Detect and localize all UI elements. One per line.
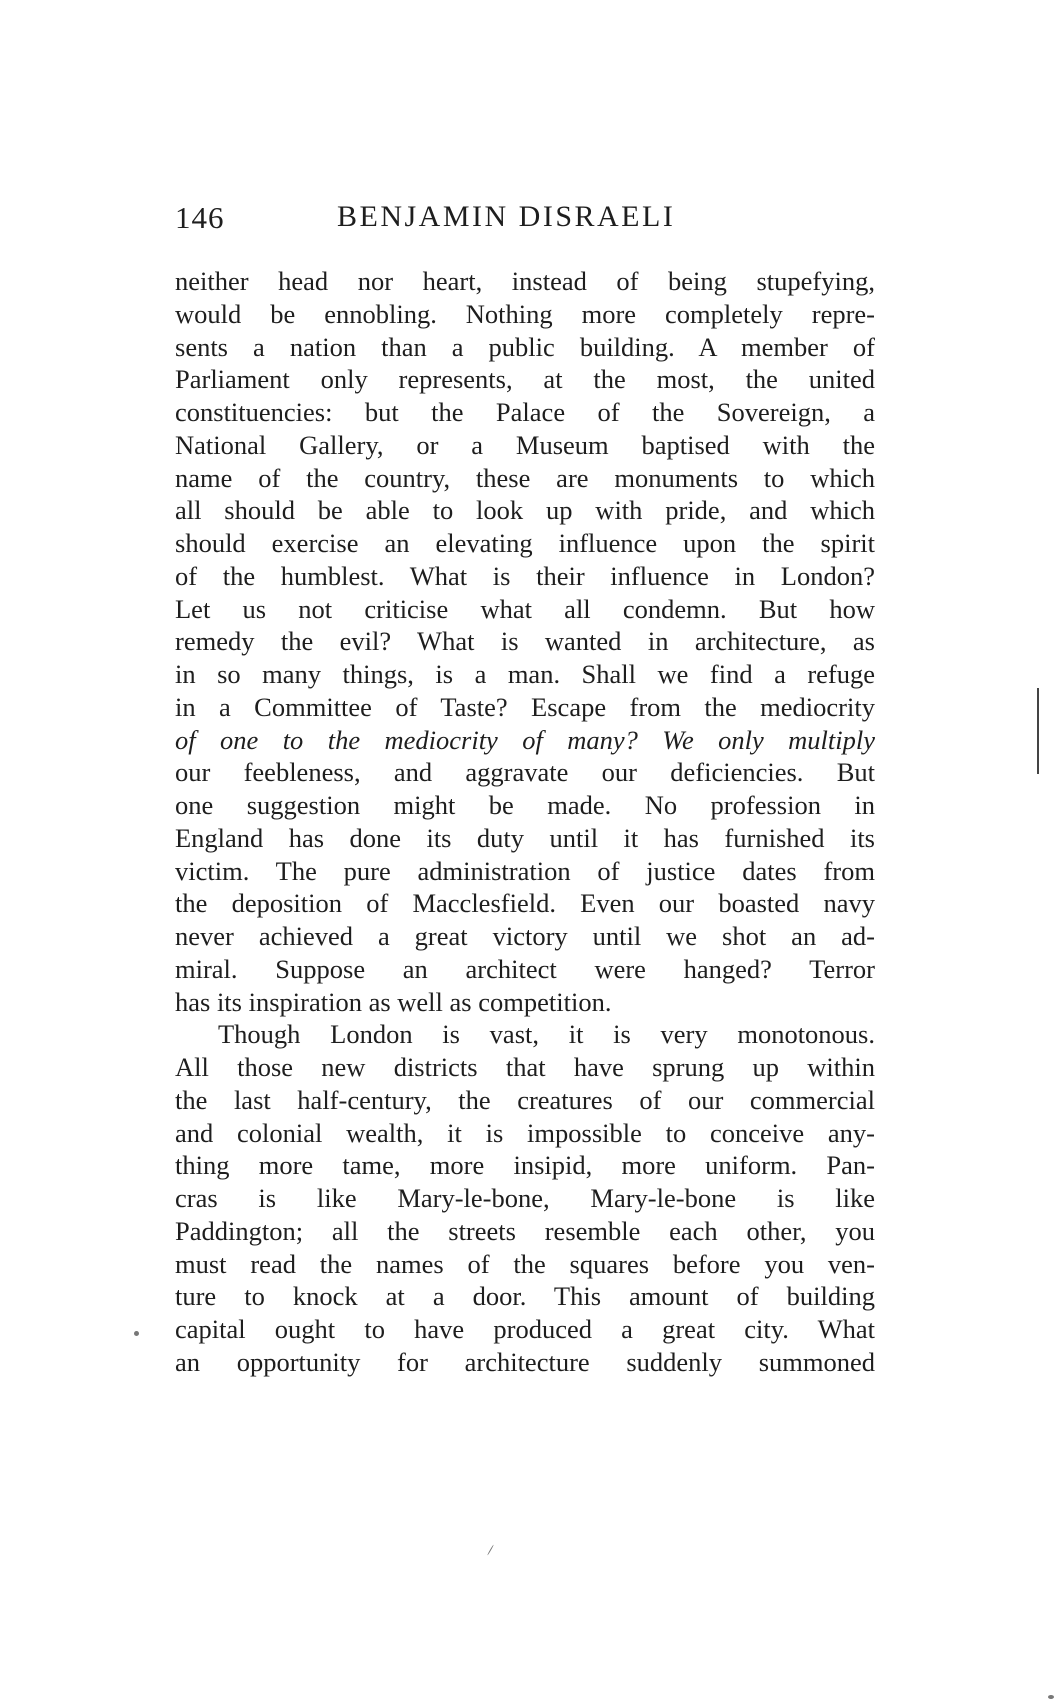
scan-speck	[1048, 1695, 1054, 1699]
text-line: in so many things, is a man. Shall we find a refuge	[175, 659, 875, 689]
text-line: Let us not criticise what all condemn. But how	[175, 593, 875, 624]
running-head: BENJAMIN DISRAELI	[337, 200, 676, 233]
text-line: an opportunity for architecture suddenly summoned	[175, 1346, 875, 1377]
text-line: must read the names of the squares before you ven-	[175, 1248, 875, 1279]
text-line: constituencies: but the Palace of the Sovereign, a	[175, 397, 875, 427]
text-line: the deposition of Macclesfield. Even our boasted navy	[175, 888, 875, 919]
text-line: should exercise an elevating influence upon the spirit	[175, 528, 875, 558]
text-line: England has done its duty until it has furnished its	[175, 822, 875, 853]
text-line: neither head nor heart, instead of being stupefying,	[175, 266, 875, 296]
text-line: remedy the evil? What is wanted in architecture, as	[175, 626, 875, 657]
text-line: National Gallery, or a Museum baptised with the	[175, 429, 875, 460]
text-line: of the humblest. What is their influence in London?	[175, 560, 875, 591]
text-line: All those new districts that have sprung up within	[175, 1052, 875, 1082]
text-line: victim. The pure administration of justice dates from	[175, 855, 875, 886]
text-line: name of the country, these are monuments to which	[175, 462, 875, 493]
text-line: all should be able to look up with pride, and which	[175, 495, 875, 526]
text-line: our feebleness, and aggravate our deficiencies. But	[175, 757, 875, 788]
italic-text-line: of one to the mediocrity of many? We only multiply	[175, 724, 875, 755]
text-line: capital ought to have produced a great city. What	[175, 1314, 875, 1344]
page-number: 146	[175, 200, 225, 235]
text-line: sents a nation than a public building. A member of	[175, 331, 875, 362]
text-line: the last half-century, the creatures of our commercial	[175, 1084, 875, 1115]
text-line: Parliament only represents, at the most, the united	[175, 364, 875, 395]
text-line: Paddington; all the streets resemble each other, you	[175, 1215, 875, 1246]
scan-speck	[487, 1545, 494, 1556]
text-line: ture to knock at a door. This amount of building	[175, 1281, 875, 1312]
text-line: in a Committee of Taste? Escape from the mediocrity	[175, 691, 875, 722]
page-header	[175, 200, 875, 244]
text-line: thing more tame, more insipid, more uniform. Pan-	[175, 1150, 875, 1181]
paragraph-end-line: has its inspiration as well as competition.	[175, 986, 612, 1017]
scan-speck	[134, 1331, 139, 1336]
text-line: would be ennobling. Nothing more completely repre-	[175, 298, 875, 329]
text-line: one suggestion might be made. No profession in	[175, 790, 875, 820]
paragraph-start-line: Though London is vast, it is very monotonous.	[218, 1019, 875, 1050]
text-line: never achieved a great victory until we shot an ad-	[175, 921, 875, 951]
text-line: miral. Suppose an architect were hanged? Terror	[175, 953, 875, 984]
text-line: and colonial wealth, it is impossible to conceive any-	[175, 1117, 875, 1148]
scan-edge-mark	[1037, 688, 1039, 774]
body-text	[175, 265, 875, 1379]
text-line: cras is like Mary-le-bone, Mary-le-bone is like	[175, 1183, 875, 1213]
